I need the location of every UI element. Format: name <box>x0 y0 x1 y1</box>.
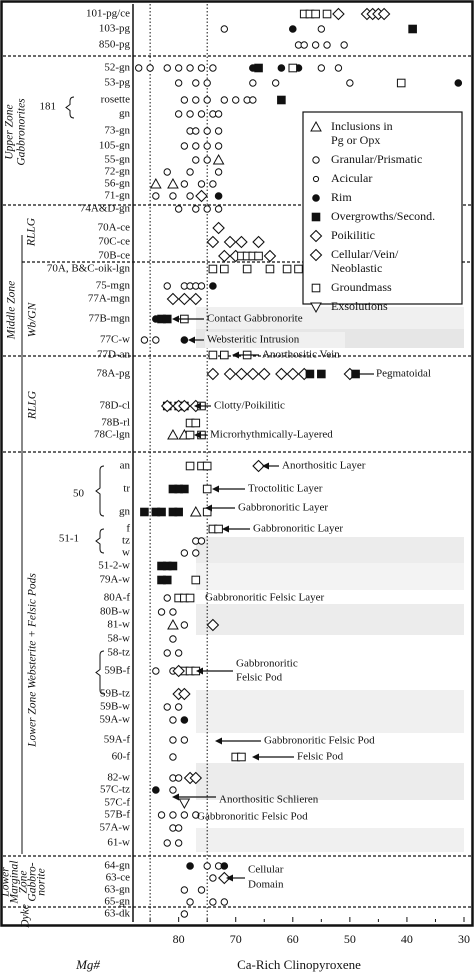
data-point <box>215 193 222 200</box>
data-point <box>198 538 204 544</box>
sample-label: 57A-w <box>99 821 130 834</box>
data-point <box>193 143 199 149</box>
data-point <box>397 79 405 87</box>
zone-label: Upper Zone <box>3 104 16 160</box>
data-point <box>175 508 183 516</box>
sample-label: 64-gn <box>104 859 130 872</box>
data-point <box>209 265 217 273</box>
sample-label: f <box>126 522 130 535</box>
sample-label: 61-w <box>107 836 130 849</box>
sample-label: 59A-f <box>103 733 130 746</box>
data-point <box>455 80 462 87</box>
data-point <box>198 283 204 289</box>
legend-label: Pg or Opx <box>331 132 381 147</box>
data-point <box>181 181 187 187</box>
band <box>196 690 464 733</box>
data-point <box>221 265 229 273</box>
sample-label: rosette <box>100 93 130 106</box>
data-point <box>236 369 247 380</box>
sample-label: 103-pg <box>98 22 130 35</box>
group-brace <box>96 529 104 553</box>
x-tick-label: 60 <box>286 931 299 946</box>
data-point <box>283 265 291 273</box>
data-point <box>215 525 223 533</box>
data-point <box>247 369 258 380</box>
data-point <box>203 462 211 470</box>
annotation-label: Felsic Pod <box>297 750 344 763</box>
sample-label: 70A-ce <box>97 221 130 234</box>
x-tick-label: 50 <box>343 931 356 946</box>
legend-symbol <box>313 157 319 163</box>
sample-label: 74A&D-gn <box>79 202 130 215</box>
sample-label: 60-f <box>111 750 130 763</box>
data-point <box>204 80 210 86</box>
data-point <box>225 369 236 380</box>
data-point <box>181 812 187 818</box>
data-point <box>168 179 178 188</box>
data-point <box>210 899 216 905</box>
data-point <box>264 251 275 262</box>
sample-label: 77B-mgn <box>88 312 130 325</box>
data-point <box>318 370 326 378</box>
data-point <box>193 97 199 103</box>
data-point <box>167 294 178 305</box>
data-point <box>198 887 204 893</box>
sample-label: 78A-pg <box>96 367 130 380</box>
data-point <box>409 25 417 33</box>
sample-label: 59B-f <box>104 664 130 677</box>
sample-label: 77C-w <box>100 333 130 346</box>
data-point <box>186 594 194 602</box>
sample-label: 80A-f <box>103 591 130 604</box>
data-point <box>215 169 221 175</box>
data-point <box>335 65 341 71</box>
sample-label: tr <box>123 482 130 495</box>
sample-label: 63-ce <box>105 871 130 884</box>
data-point <box>187 65 193 71</box>
band <box>196 563 464 590</box>
sample-label: 82-w <box>107 771 130 784</box>
data-point <box>198 65 204 71</box>
legend-label: Acicular <box>331 170 373 185</box>
x-tick-label: 80 <box>172 931 185 946</box>
data-point <box>207 369 218 380</box>
data-point <box>233 97 239 103</box>
data-point <box>193 80 199 86</box>
data-point <box>175 80 181 86</box>
arrowhead <box>232 352 239 359</box>
data-point <box>164 283 170 289</box>
data-point <box>141 337 147 343</box>
arrowhead <box>252 754 259 761</box>
data-point <box>175 206 181 212</box>
data-point <box>236 237 247 248</box>
data-point <box>164 650 170 656</box>
zone-label: Marginal <box>8 860 21 904</box>
legend-label: Granular/Prismatic <box>331 151 423 166</box>
x-tick-label: 40 <box>400 931 413 946</box>
sample-label: 80B-w <box>100 605 130 618</box>
data-point <box>164 840 170 846</box>
legend-symbol <box>312 213 320 221</box>
annotation-label: Microrhythmically-Layered <box>210 428 333 441</box>
arrowhead <box>222 526 229 533</box>
data-point <box>151 179 161 188</box>
arrowhead <box>262 463 269 470</box>
legend-label: Inclusions in <box>331 118 393 133</box>
data-point <box>278 96 286 104</box>
data-point <box>175 650 181 656</box>
data-point <box>170 737 176 743</box>
band <box>196 604 464 635</box>
data-point <box>181 550 187 556</box>
zone-label: Wb/GN <box>26 302 39 338</box>
data-point <box>181 737 187 743</box>
data-point <box>179 294 190 305</box>
x-axis-label: Ca-Rich Clinopyroxene <box>237 956 361 972</box>
data-point <box>250 80 256 86</box>
sample-label: 70C-ce <box>98 235 130 248</box>
data-point <box>170 754 176 760</box>
data-point <box>204 143 210 149</box>
data-point <box>181 911 187 917</box>
data-point <box>301 42 307 48</box>
data-point <box>175 825 181 831</box>
legend-symbol <box>313 176 318 181</box>
data-point <box>153 337 159 343</box>
data-point <box>193 128 199 134</box>
sample-label: 59A-w <box>99 713 130 726</box>
data-point <box>181 485 189 493</box>
data-point <box>164 169 170 175</box>
data-point <box>193 550 199 556</box>
data-point <box>170 193 176 199</box>
annotation-label: Gabbronoritic Felsic Layer <box>205 591 325 604</box>
data-point <box>210 283 217 290</box>
data-point <box>186 431 194 439</box>
annotation-label: Felsic Pod <box>236 671 283 684</box>
data-point <box>170 787 176 793</box>
data-point <box>324 42 330 48</box>
sample-label: 63-gn <box>104 883 130 896</box>
sample-label: 58-w <box>107 632 130 645</box>
sample-label: an <box>119 459 130 472</box>
annotation-label: Troctolitic Layer <box>248 482 323 495</box>
sample-label: 63-dk <box>104 907 130 920</box>
data-point <box>255 64 263 72</box>
annotation-label: Anorthositic Layer <box>282 459 366 472</box>
data-point <box>215 206 221 212</box>
data-point <box>272 80 278 86</box>
sample-label: 77A-mgn <box>87 292 130 305</box>
sample-label: 56-gn <box>104 177 130 190</box>
band <box>196 537 464 563</box>
data-point <box>170 636 176 642</box>
zone-label: Zone <box>17 870 30 894</box>
data-point <box>169 562 177 570</box>
annotation-label: Websteritic Intrusion <box>207 333 300 346</box>
group-brace <box>96 466 104 516</box>
data-point <box>164 65 170 71</box>
data-point <box>175 840 181 846</box>
sample-label: 57C-f <box>104 796 130 809</box>
annotation-label: Contact Gabbronorite <box>207 312 303 325</box>
data-point <box>170 812 176 818</box>
sample-label: 58-tz <box>107 646 130 659</box>
data-point <box>181 887 187 893</box>
data-point <box>204 128 210 134</box>
x-tick-label: 30 <box>458 931 470 946</box>
group-label: 181 <box>39 100 56 113</box>
zone-label: RLLG <box>26 390 39 420</box>
data-point <box>181 97 187 103</box>
zone-label: norite <box>35 868 48 896</box>
data-point <box>190 294 201 305</box>
sample-label: 78C-lgn <box>93 428 130 441</box>
data-point <box>210 65 216 71</box>
data-point <box>289 64 297 72</box>
zone-label: Dyke <box>19 904 32 928</box>
data-point <box>186 462 194 470</box>
data-point <box>193 157 199 163</box>
data-point <box>147 65 153 71</box>
data-point <box>164 595 170 601</box>
annotation-label: Gabbronoritic Layer <box>238 501 329 514</box>
zone-label: Gabbronorites <box>15 98 28 166</box>
data-point <box>204 157 210 163</box>
sample-label: 51-2-w <box>98 559 130 572</box>
legend-label: Overgrowths/Second. <box>331 208 436 223</box>
data-point <box>187 193 193 199</box>
sample-label: gn <box>119 107 130 120</box>
data-point <box>192 576 200 584</box>
sample-label: 65-gn <box>104 895 130 908</box>
data-point <box>207 237 218 248</box>
data-point <box>209 351 217 359</box>
sample-label: 105-gn <box>98 139 130 152</box>
data-point <box>238 753 246 761</box>
data-point <box>289 26 296 33</box>
legend-label: Rim <box>331 189 352 204</box>
data-point <box>243 265 251 273</box>
data-point <box>136 65 142 71</box>
data-point <box>181 717 188 724</box>
data-point <box>312 10 320 18</box>
band <box>196 828 464 852</box>
data-point <box>187 899 193 905</box>
annotation-label: Anorthositic Vein <box>262 348 340 361</box>
arrowhead <box>212 486 219 493</box>
zone-label: Lower <box>0 867 12 897</box>
data-point <box>198 181 204 187</box>
data-point <box>203 485 211 493</box>
sample-label: 59B-w <box>100 700 130 713</box>
data-point <box>323 10 331 18</box>
data-point <box>179 799 189 808</box>
data-point <box>219 251 230 262</box>
data-point <box>163 576 171 584</box>
data-point <box>175 111 181 117</box>
data-point <box>312 42 318 48</box>
data-point <box>168 430 178 439</box>
legend-symbol <box>312 284 320 292</box>
data-point <box>215 111 221 117</box>
data-point <box>221 863 228 870</box>
data-point <box>250 97 256 103</box>
data-point <box>213 223 224 234</box>
data-point <box>153 668 159 674</box>
annotation-label: Gabbronoritic Layer <box>253 522 344 535</box>
data-point <box>175 775 181 781</box>
data-point <box>193 206 199 212</box>
data-point <box>214 155 224 164</box>
sample-label: 53-pg <box>104 76 130 89</box>
sample-label: 71-gn <box>104 189 130 202</box>
sample-label: 73-gn <box>104 124 130 137</box>
data-point <box>210 875 216 881</box>
annotation-label: Anorthositic Schlieren <box>219 793 319 806</box>
x-tick-label: 70 <box>229 931 242 946</box>
data-point <box>181 622 187 628</box>
legend-label: Poikilitic <box>331 227 376 242</box>
y-label: Mg# <box>76 956 100 972</box>
annotation-label: Clotty/Poikilitic <box>214 399 285 412</box>
legend-label: Exsolutions <box>331 298 388 313</box>
sample-label: 75-mgn <box>95 279 130 292</box>
sample-label: 79A-w <box>99 573 130 586</box>
data-point <box>170 717 176 723</box>
data-point <box>158 508 166 516</box>
data-point <box>318 65 324 71</box>
data-point <box>255 252 263 260</box>
data-point <box>215 143 221 149</box>
group-label: 51-1 <box>58 532 79 545</box>
zone-label: RLLG <box>25 217 38 247</box>
sample-label: 57C-tz <box>100 783 130 796</box>
data-point <box>266 265 274 273</box>
zone-label: Lower Zone Websterite + Felsic Pods <box>26 573 39 747</box>
annotation-label: Pegmatoidal <box>376 367 431 380</box>
data-point <box>181 337 188 344</box>
zone-label: Middle Zone <box>5 280 18 340</box>
sample-label: 101-pg/ce <box>86 7 130 20</box>
sample-label: 59B-tz <box>100 687 130 700</box>
data-point <box>278 65 285 72</box>
data-point <box>163 315 171 323</box>
data-point <box>175 65 181 71</box>
sample-label: 55-gn <box>104 153 130 166</box>
data-point <box>168 620 178 629</box>
annotation-label: Gabbronoritic Felsic Pod <box>264 734 375 747</box>
group-label: 50 <box>73 487 84 500</box>
arrowhead <box>172 316 179 323</box>
sample-label: 72-gn <box>104 165 130 178</box>
sample-label: 850-pg <box>98 38 130 51</box>
data-point <box>221 899 227 905</box>
data-point <box>253 237 264 248</box>
data-point <box>175 704 181 710</box>
data-point <box>333 9 344 20</box>
sample-label: 70B-ce <box>98 249 130 262</box>
sample-label: 77D-an <box>97 348 130 361</box>
data-point <box>158 609 164 615</box>
legend-label: Neoblastic <box>331 260 383 275</box>
annotation-label: Gabbronoritic Felsic Pod <box>197 810 308 823</box>
annotation-label: Gabbronoritic <box>236 657 298 670</box>
data-point <box>191 507 201 516</box>
sample-label: gn <box>119 505 130 518</box>
sample-label: 70A, B&C-oik-lgn <box>46 262 130 275</box>
data-point <box>181 143 187 149</box>
data-point <box>276 369 287 380</box>
annotation-label: Domain <box>248 878 284 891</box>
sample-label: 78D-cl <box>99 399 130 412</box>
data-point <box>306 370 314 378</box>
sample-label: 57B-f <box>104 808 130 821</box>
data-point <box>259 369 270 380</box>
data-point <box>221 26 227 32</box>
arrowhead <box>188 337 195 344</box>
data-point <box>318 26 324 32</box>
data-point <box>204 206 210 212</box>
data-point <box>210 181 216 187</box>
data-point <box>187 111 193 117</box>
data-point <box>341 42 347 48</box>
sample-label: w <box>122 546 130 559</box>
annotation-label: Cellular <box>248 863 284 876</box>
data-point <box>170 609 176 615</box>
data-point <box>187 169 193 175</box>
data-point <box>347 80 353 86</box>
data-point <box>215 128 221 134</box>
data-point <box>204 863 210 869</box>
data-point <box>164 704 170 710</box>
data-point <box>141 508 149 516</box>
data-point <box>158 812 164 818</box>
data-point <box>204 97 210 103</box>
legend-label: Cellular/Vein/ <box>331 246 399 261</box>
arrowhead <box>215 738 222 745</box>
data-point <box>225 237 236 248</box>
zone-label: Gabbro- <box>26 862 39 902</box>
data-point <box>221 97 227 103</box>
sample-label: 81-w <box>107 618 130 631</box>
sample-label: tz <box>122 534 130 547</box>
sample-label: 78B-rl <box>101 416 130 429</box>
legend-symbol <box>313 195 320 202</box>
data-point <box>153 193 159 199</box>
sample-label: 52-gn <box>104 61 130 74</box>
data-point <box>287 369 298 380</box>
data-point <box>187 863 194 870</box>
data-point <box>153 787 160 794</box>
arrowhead <box>172 794 179 801</box>
data-point <box>196 191 207 202</box>
data-point <box>221 351 229 359</box>
data-point <box>295 265 303 273</box>
group-brace <box>66 97 74 118</box>
legend-label: Groundmass <box>331 279 392 294</box>
data-point <box>198 111 204 117</box>
data-point <box>192 419 200 427</box>
